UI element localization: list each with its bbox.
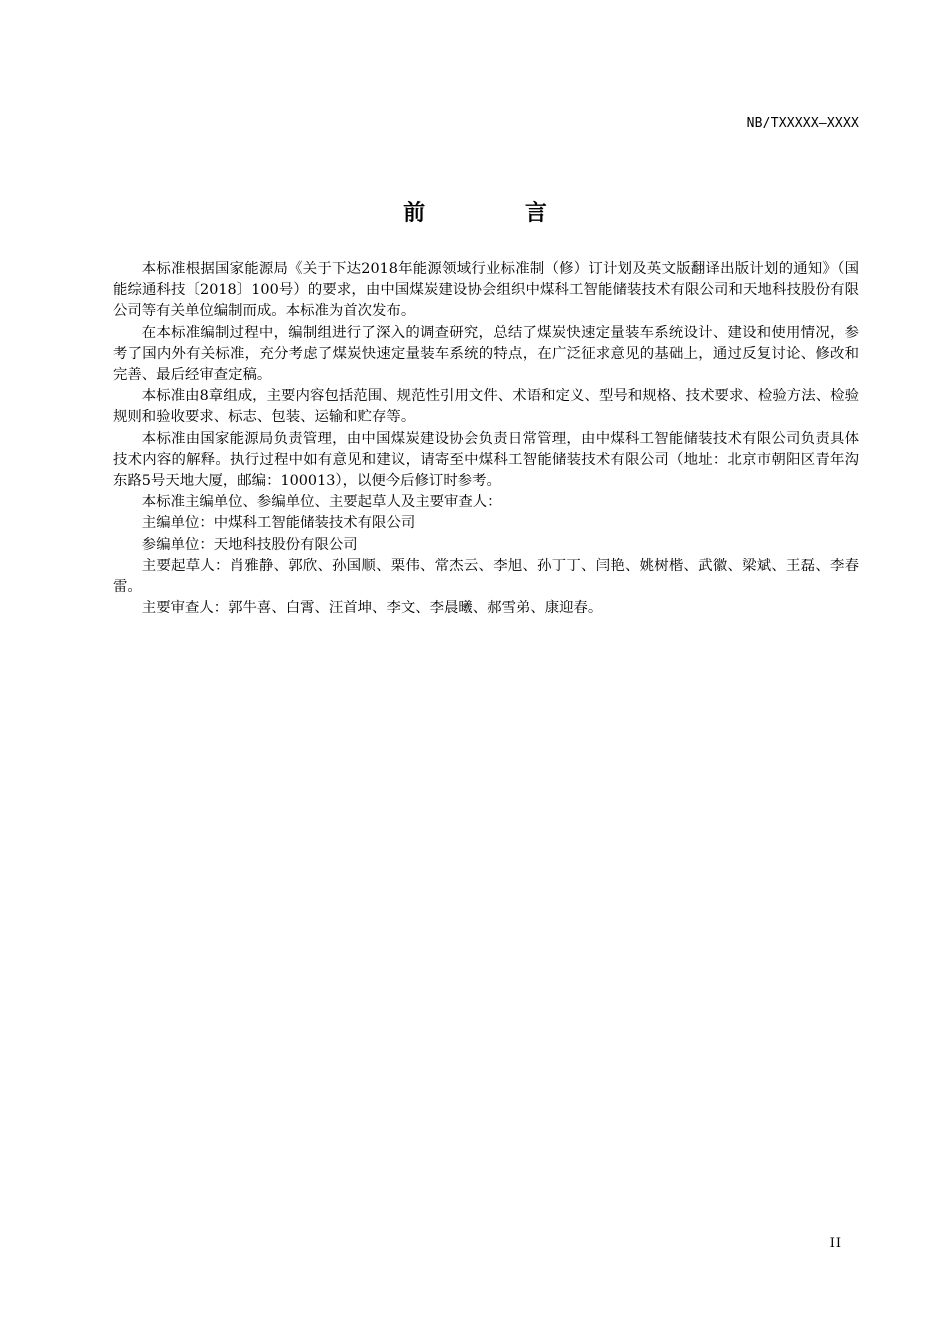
paragraph-management: 本标准由国家能源局负责管理，由中国煤炭建设协会负责日常管理，由中煤科工智能储装技术有限公司负责具体技术内容的解释。执行过程中如有意见和建议，请寄至中煤科工智能储装技术有限公司（地址：北京市朝阳区青年沟东路5号天地大厦，邮编：100013），以便今后修订时参考。: [113, 430, 859, 490]
paragraph-units-intro: 本标准主编单位、参编单位、主要起草人及主要审查人：: [141, 494, 502, 511]
paragraph-basis: 本标准根据国家能源局《关于下达2018年能源领域行业标准制（修）订计划及英文版翻译出版计划的通知》（国能综通科技〔2018〕100号）的要求，由中国煤炭建设协会组织中煤科工智能储装技术有限公司和天地科技股份有限公司等有关单位编制而成。本标准为首次发布。: [113, 261, 859, 320]
paragraph-chapters: 本标准由8章组成，主要内容包括范围、规范性引用文件、术语和定义、型号和规格、技术要求、检验方法、检验规则和验收要求、标志、包装、运输和贮存等。: [113, 388, 859, 426]
document-code: NB/TXXXXX—XXXX: [746, 116, 859, 131]
page-title: 前 言: [403, 201, 593, 226]
paragraph-reviewers: 主要审查人：郭牛喜、白霄、汪首坤、李文、李晨曦、郝雪弟、康迎春。: [141, 600, 603, 617]
foreword-body: [113, 259, 859, 619]
page-number: II: [829, 1236, 842, 1251]
paragraph-process: 在本标准编制过程中，编制组进行了深入的调查研究，总结了煤炭快速定量装车系统设计、建设和使用情况，参考了国内外有关标准，充分考虑了煤炭快速定量装车系统的特点，在广泛征求意见的基础上，通过反复讨论、修改和完善、最后经审查定稿。: [113, 324, 859, 384]
paragraph-chief-unit: 主编单位：中煤科工智能储装技术有限公司: [141, 515, 416, 532]
paragraph-participating-unit: 参编单位：天地科技股份有限公司: [141, 536, 358, 553]
paragraph-drafters: 主要起草人：肖雅静、郭欣、孙国顺、栗伟、常杰云、李旭、孙丁丁、闫艳、姚树楷、武徽、梁斌、王磊、李春雷。: [113, 557, 859, 596]
